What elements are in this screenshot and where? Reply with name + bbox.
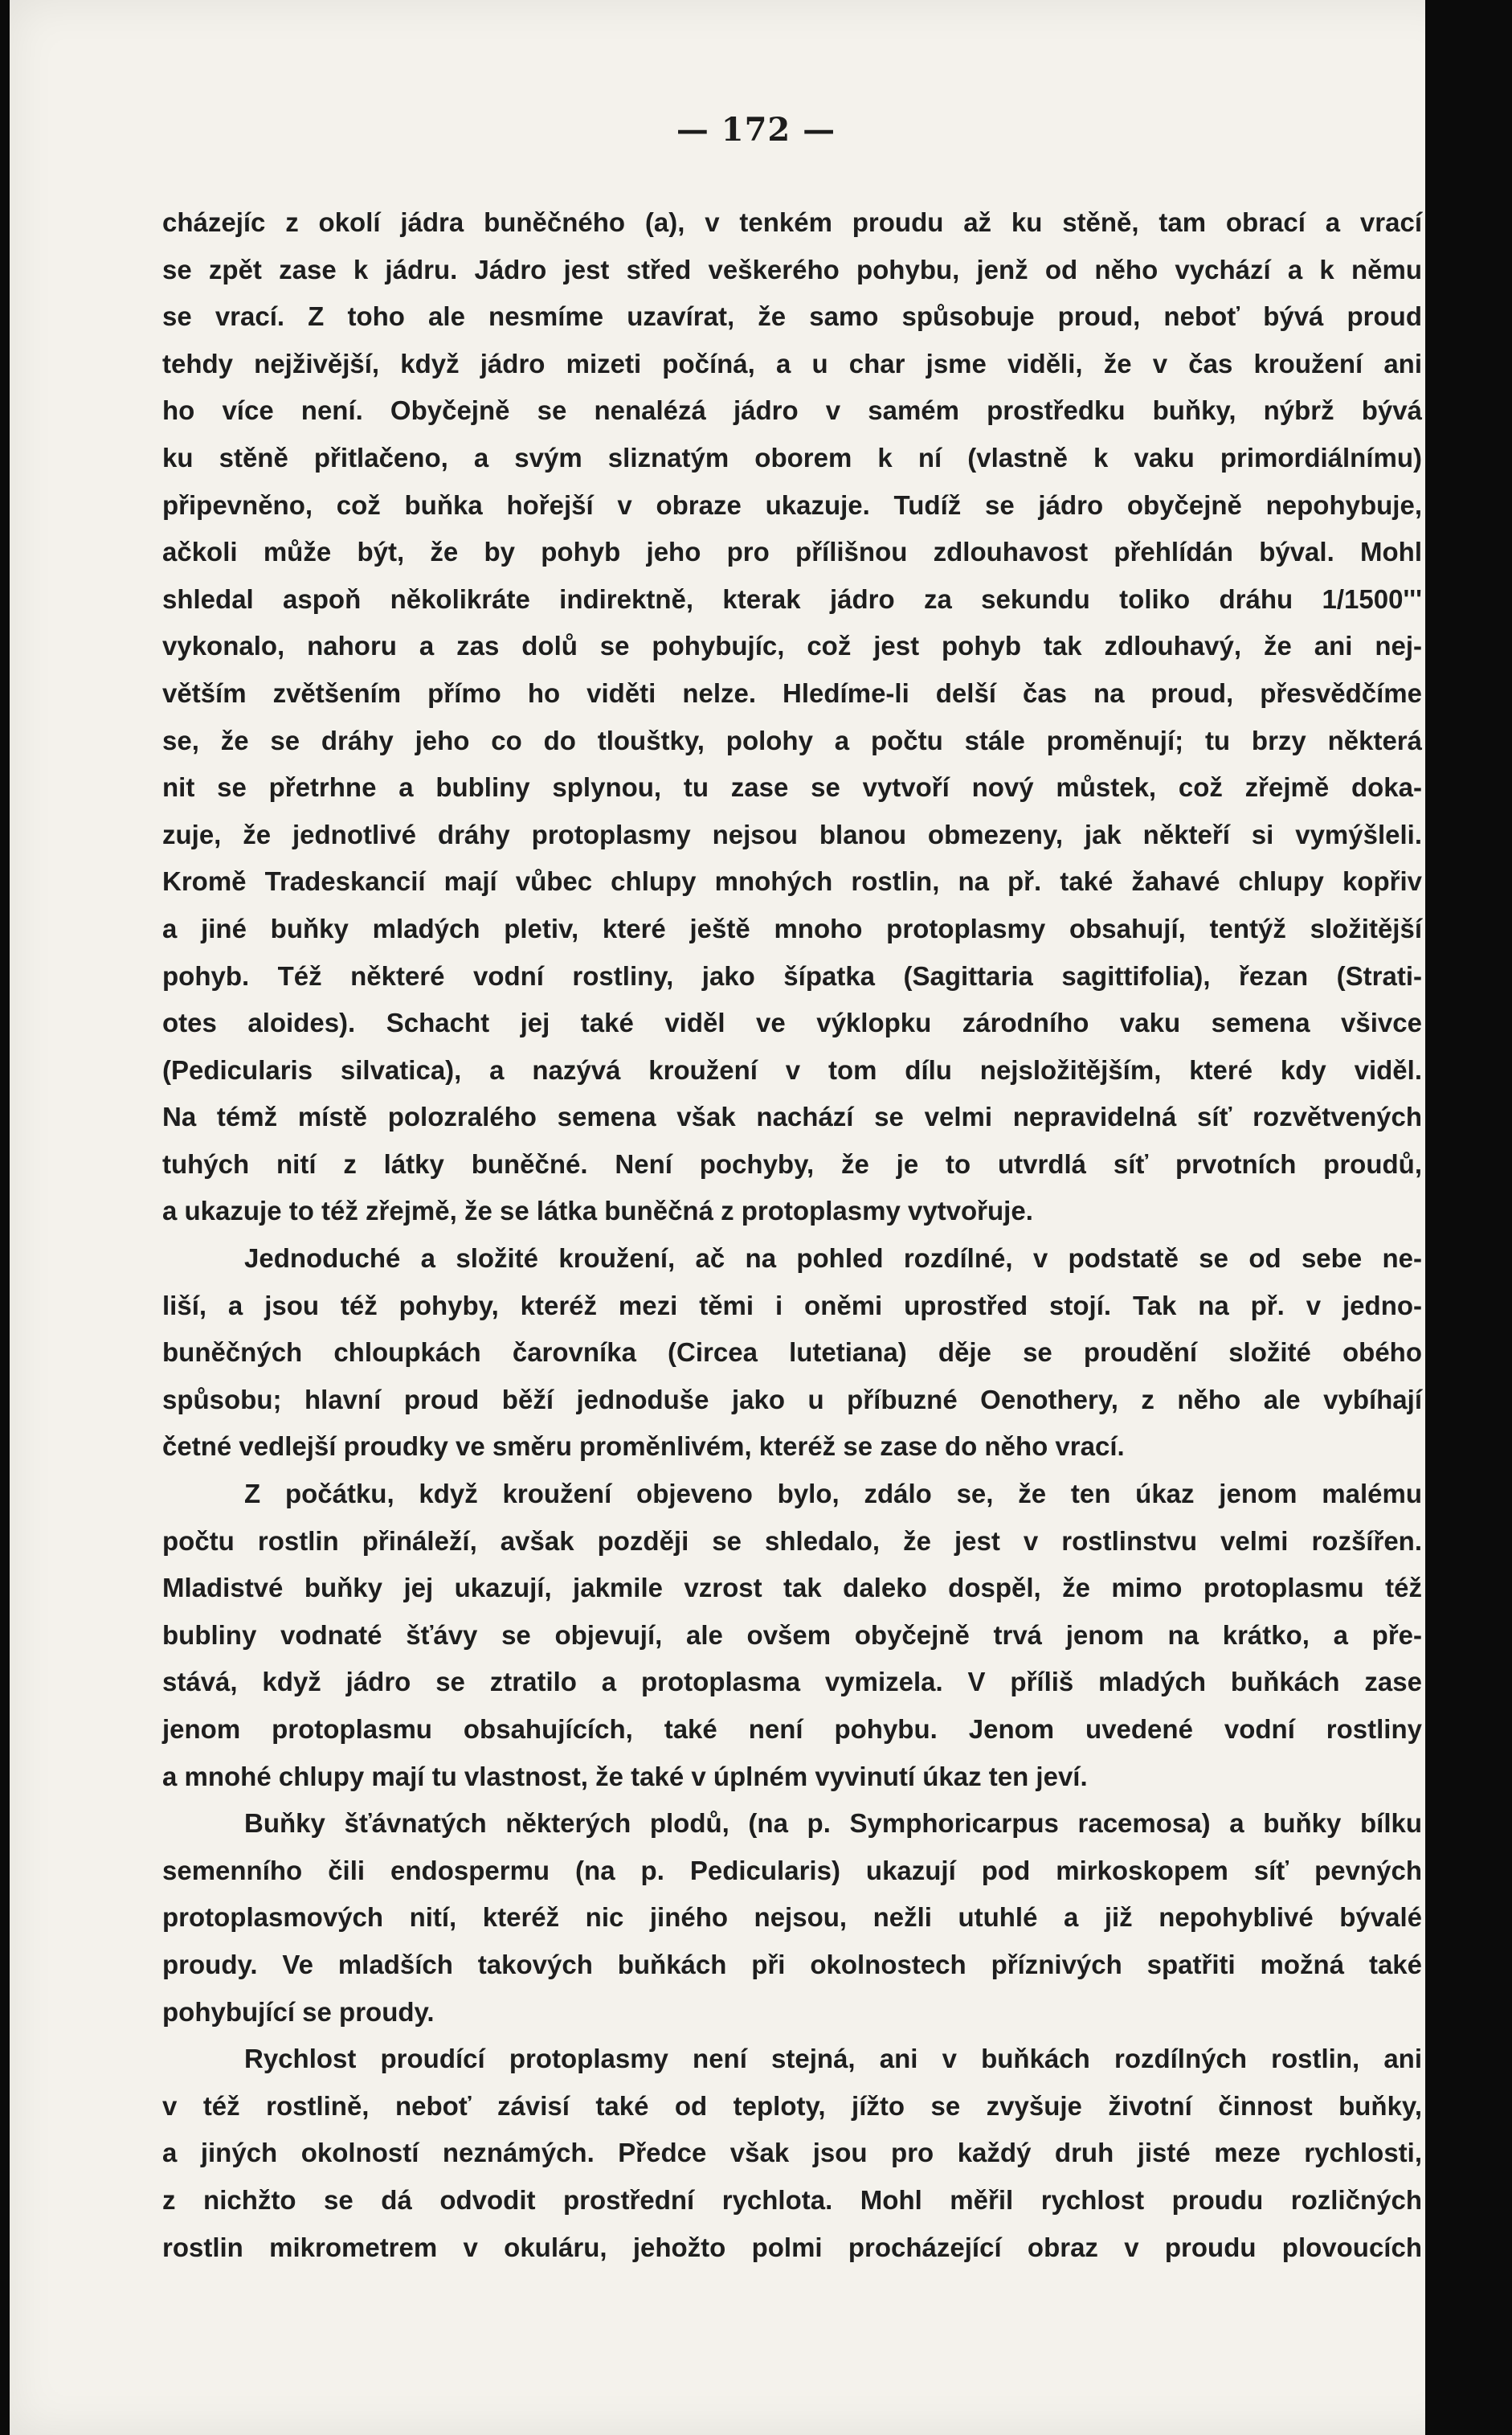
text-line: četné vedlejší proudky ve směru proměnlivém, kteréž se zase do něho vrací. — [162, 1431, 1125, 1462]
text-line: z nichžto se dá odvodit prostřední rychlota. Mohl měřil rychlost proudu rozličných — [162, 2184, 1422, 2215]
text-line: pohyb. Též některé vodní rostliny, jako šípatka (Sagittaria sagittifolia), řezan (Strati- — [162, 960, 1422, 991]
text-line: proudy. Ve mladších takových buňkách při okolnostech příznivých spatřiti možná také — [162, 1949, 1422, 1979]
text-line: vykonalo, nahoru a zas dolů se pohybujíc, což jest pohyb tak zdlouhavý, že ani nej- — [162, 631, 1422, 661]
text-line: shledal aspoň několikráte indirektně, kterak jádro za sekundu toliko dráhu 1/1500''' — [162, 583, 1422, 614]
text-line: buněčných chloupkách čarovníka (Circea lutetiana) děje se proudění složité obého — [162, 1337, 1422, 1368]
page-number: — 172 — — [676, 111, 836, 149]
text-line: Mladistvé buňky jej ukazují, jakmile vzrost tak daleko dospěl, že mimo protoplasmu též — [162, 1573, 1422, 1603]
text-line: tuhých nití z látky buněčné. Není pochyby, že je to utvrdlá síť prvotních proudů, — [162, 1148, 1422, 1179]
text-line: a jiné buňky mladých pletiv, které ještě mnoho protoplasmy obsahují, tentýž složitější — [162, 913, 1422, 943]
text-line: a jiných okolností neznámých. Předce však jsou pro každý druh jisté meze rychlosti, — [162, 2138, 1422, 2168]
paragraph-first-line: Rychlost proudící protoplasmy není stejná, ani v buňkách rozdílných rostlin, ani — [244, 2044, 1422, 2074]
body-text — [162, 199, 1422, 2271]
text-line: připevněno, což buňka hořejší v obraze ukazuje. Tudíž se jádro obyčejně nepohybuje, — [162, 489, 1422, 520]
text-line: bubliny vodnaté šťávy se objevují, ale ovšem obyčejně trvá jenom na krátko, a pře- — [162, 1619, 1422, 1650]
text-line: rostlin mikrometrem v okuláru, jehožto polmi procházející obraz v proudu plovoucích — [162, 2232, 1422, 2262]
text-line: Na témž místě polozralého semena však nachází se velmi nepravidelná síť rozvětvených — [162, 1102, 1422, 1132]
text-line: nit se přetrhne a bubliny splynou, tu zase se vytvoří nový můstek, což zřejmě doka- — [162, 772, 1422, 803]
text-line: tehdy nejživější, když jádro mizeti počíná, a u char jsme viděli, že v čas kroužení ani — [162, 348, 1422, 379]
text-line: počtu rostlin přináleží, avšak později se shledalo, že jest v rostlinstvu velmi rozšířen. — [162, 1525, 1422, 1556]
text-line: spůsobu; hlavní proud běží jednoduše jako u příbuzné Oenothery, z něho ale vybíhají — [162, 1384, 1422, 1414]
text-line: stává, když jádro se ztratilo a protoplasma vymizela. V příliš mladých buňkách zase — [162, 1667, 1422, 1697]
text-line: liší, a jsou též pohyby, kteréž mezi těmi i oněmi uprostřed stojí. Tak na př. v jedno- — [162, 1290, 1422, 1320]
text-line: semenního čili endospermu (na p. Pedicularis) ukazují pod mirkoskopem síť pevných — [162, 1855, 1422, 1885]
text-line: pohybující se proudy. — [162, 1996, 435, 2027]
text-line: zuje, že jednotlivé dráhy protoplasmy nejsou blanou obmezeny, jak někteří si vymýšleli. — [162, 819, 1422, 849]
text-line: a ukazuje to též zřejmě, že se látka buněčná z protoplasmy vytvořuje. — [162, 1196, 1033, 1226]
text-line: protoplasmových nití, kteréž nic jiného nejsou, nežli utuhlé a již nepohyblivé bývalé — [162, 1902, 1422, 1933]
paragraph-first-line: Buňky šťávnatých některých plodů, (na p. Symphoricarpus racemosa) a buňky bílku — [244, 1808, 1422, 1839]
paragraph-first-line: Z počátku, když kroužení objeveno bylo, zdálo se, že ten úkaz jenom malému — [244, 1479, 1422, 1509]
text-line: jenom protoplasmu obsahujících, také není pohybu. Jenom uvedené vodní rostliny — [162, 1714, 1422, 1744]
text-line: se, že se dráhy jeho co do tlouštky, polohy a počtu stále proměnují; tu brzy některá — [162, 725, 1422, 755]
text-line: ho více není. Obyčejně se nenalézá jádro v samém prostředku buňky, nýbrž bývá — [162, 395, 1422, 426]
text-line: otes aloides). Schacht jej také viděl ve výklopku zárodního vaku semena všivce — [162, 1008, 1422, 1038]
text-line: (Pedicularis silvatica), a nazývá kroužení v tom dílu nejsložitějším, které kdy viděl. — [162, 1054, 1422, 1085]
paragraph-first-line: Jednoduché a složité kroužení, ač na pohled rozdílné, v podstatě se od sebe ne- — [244, 1243, 1422, 1274]
text-line: ku stěně přitlačeno, a svým sliznatým oborem k ní (vlastně k vaku primordiálnímu) — [162, 442, 1422, 473]
page-edge-shadow — [1425, 0, 1469, 2435]
text-line: se vrací. Z toho ale nesmíme uzavírat, že samo spůsobuje proud, neboť bývá proud — [162, 301, 1422, 332]
text-line: v též rostlině, neboť závisí také od teploty, jížto se zvyšuje životní činnost buňky, — [162, 2090, 1422, 2121]
text-line: ačkoli může být, že by pohyb jeho pro přílišnou zdlouhavost přehlídán býval. Mohl — [162, 537, 1422, 567]
text-line: a mnohé chlupy mají tu vlastnost, že také v úplném vyvinutí úkaz ten jeví. — [162, 1761, 1088, 1791]
text-line: se zpět zase k jádru. Jádro jest střed veškerého pohybu, jenž od něho vychází a k němu — [162, 254, 1422, 284]
text-line: cházejíc z okolí jádra buněčného (a), v tenkém proudu až ku stěně, tam obrací a vrací — [162, 207, 1422, 237]
text-line: větším zvětšením přímo ho viděti nelze. Hledíme-li delší čas na proud, přesvědčíme — [162, 677, 1422, 708]
text-line: Kromě Tradeskancií mají vůbec chlupy mnohých rostlin, na př. také žahavé chlupy kopřiv — [162, 866, 1422, 897]
